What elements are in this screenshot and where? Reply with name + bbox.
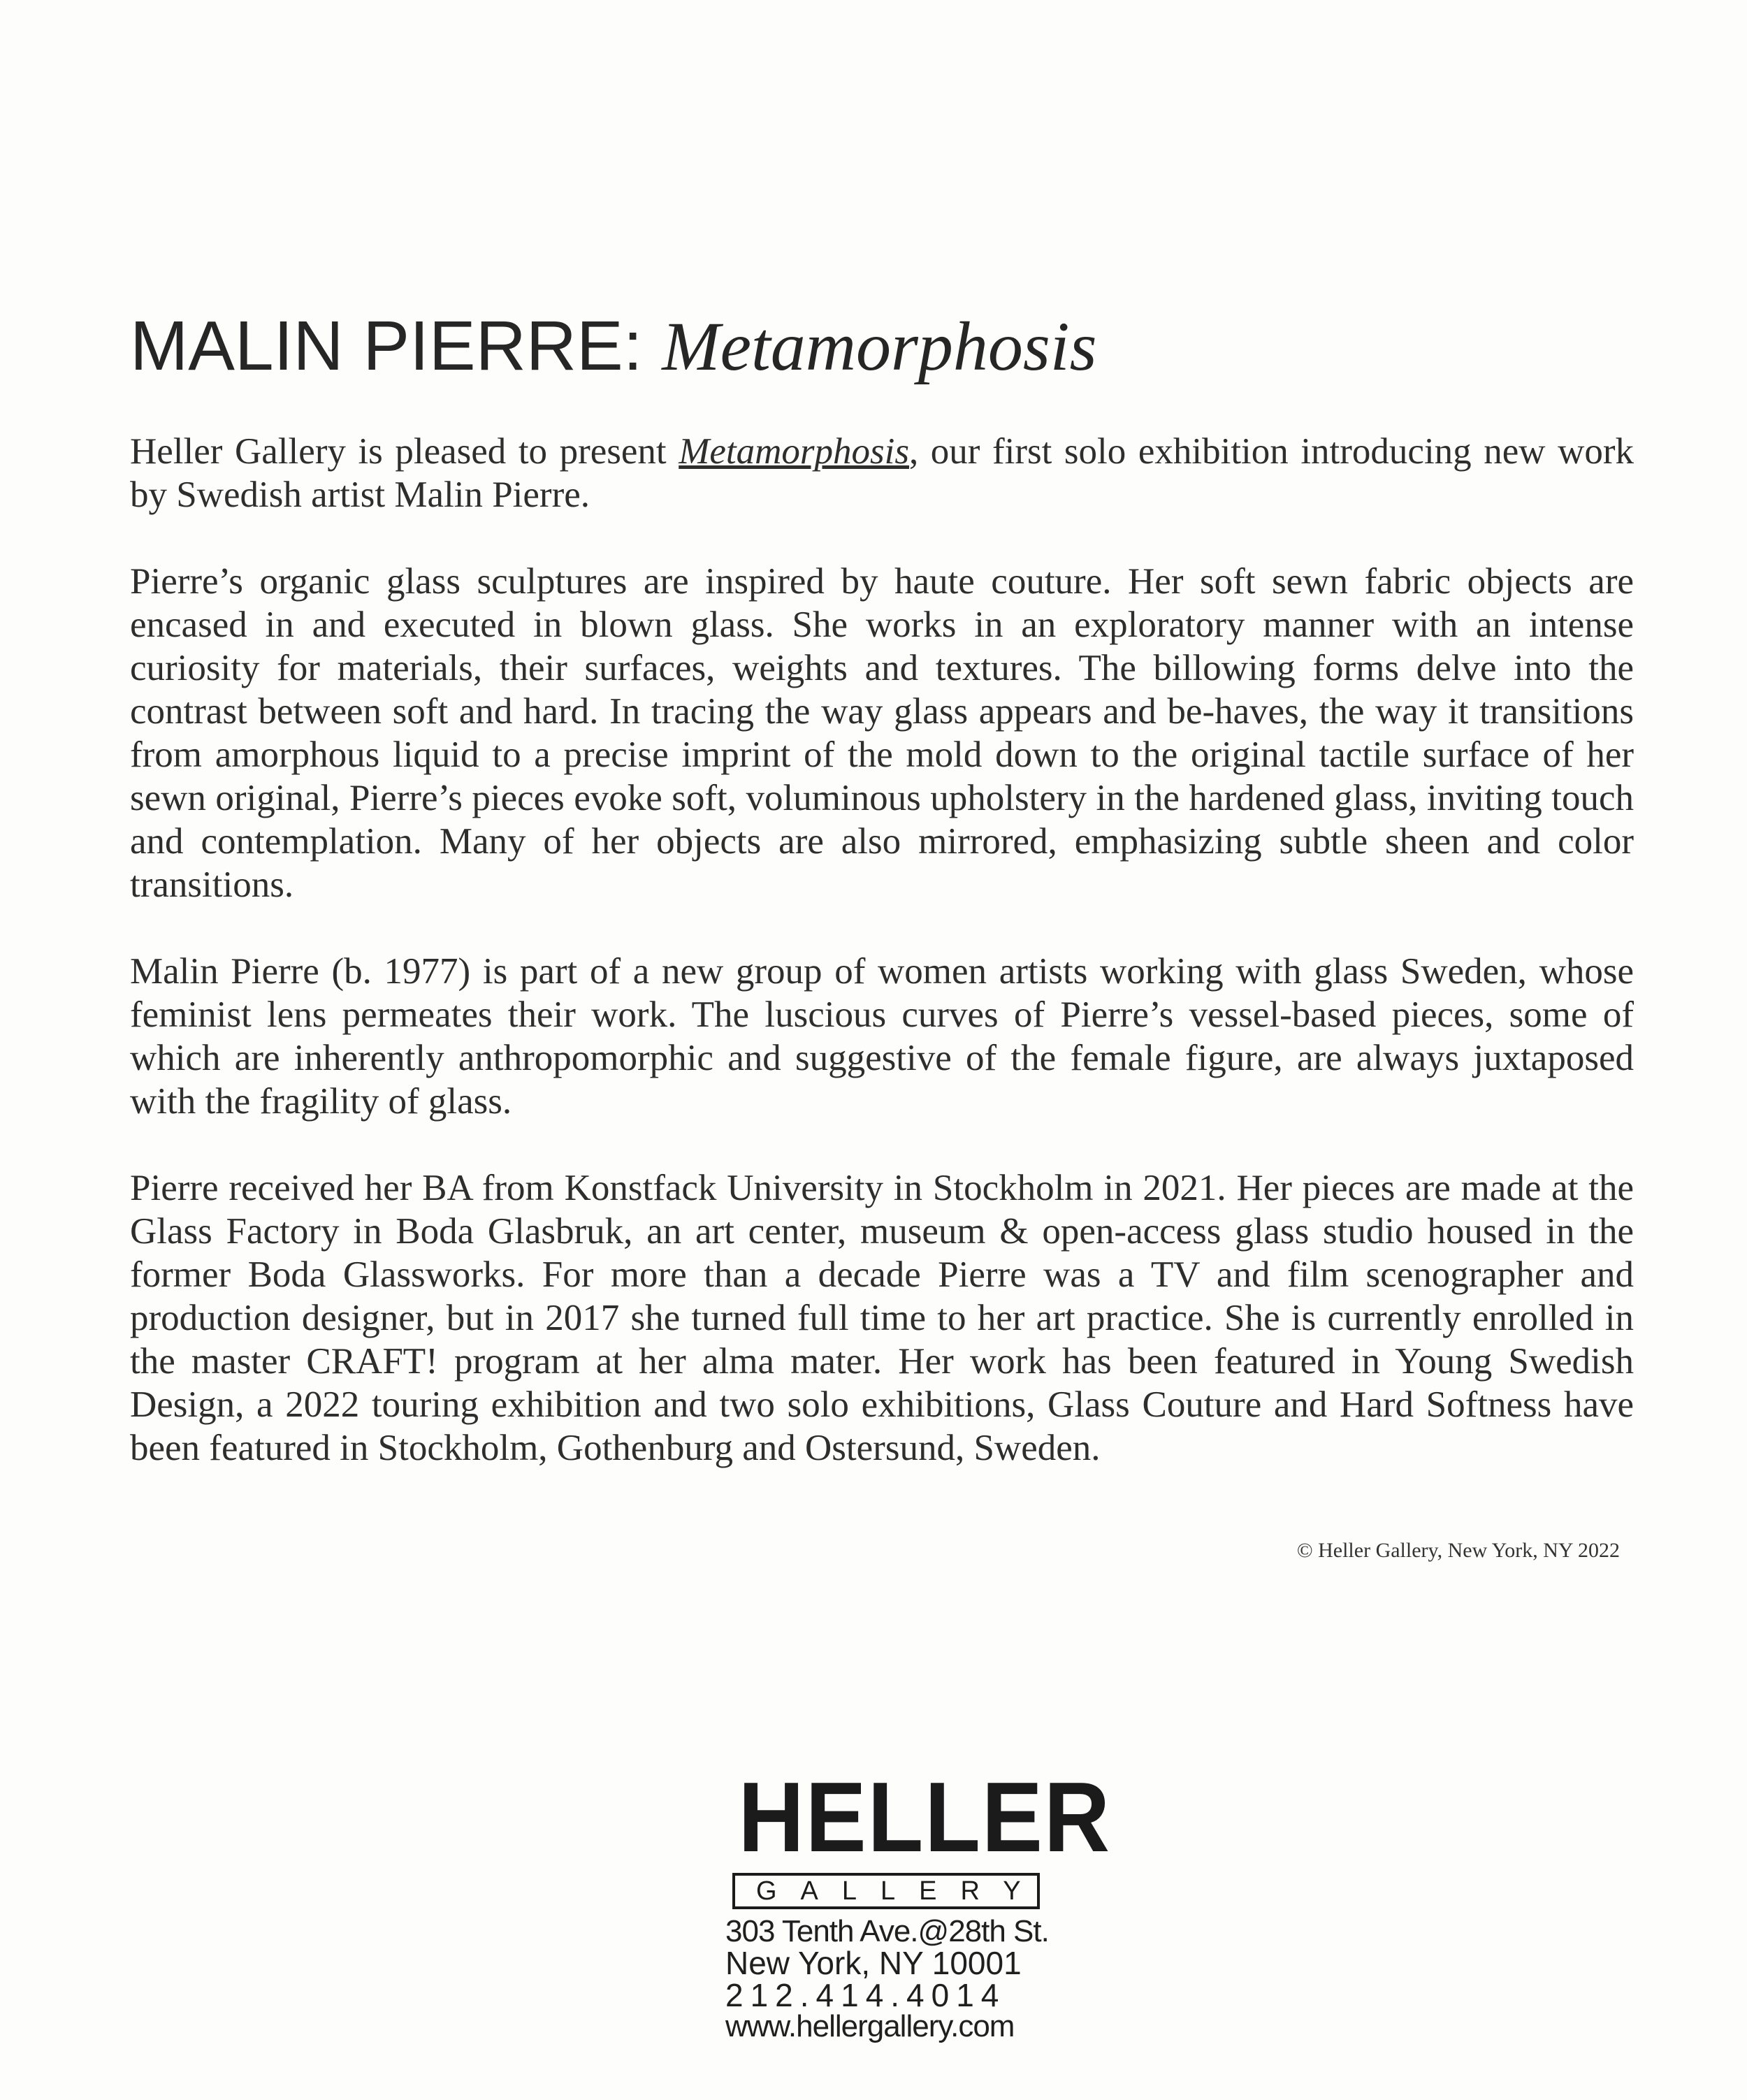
press-release-body xyxy=(130,430,1634,1513)
gallery-logo xyxy=(725,1762,1111,2043)
logo-subtitle-box: GALLERY xyxy=(732,1873,1040,1909)
logo-wordmark: HELLER xyxy=(738,1762,1111,1873)
intro-text-start: Heller Gallery is pleased to present xyxy=(130,431,679,472)
intro-text-end: , our first solo exhibition introducing new work by Swedish artist Malin Pierre. xyxy=(130,431,1634,515)
page-title xyxy=(130,304,1097,389)
website-link[interactable]: www.hellergallery.com xyxy=(725,2009,1015,2043)
paragraph-biography: Pierre received her BA from Konstfack University in Stockholm in 2021. Her pieces are made at the Glass Factory in Boda Glasbruk, an art center, museum & open-access glass studio housed in the former Boda Glassworks. For more than a decade Pierre was a TV and film scenographer and production designer, but in 2017 she turned full time to her art practice. She is currently enrolled in the master CRAFT! program at her alma mater. Her work has been featured in Young Swedish Design, a 2022 touring exhibition and two solo exhibitions, Glass Couture and Hard Softness have been featured in Stockholm, Gothenburg and Ostersund, Sweden. xyxy=(130,1168,1634,1468)
exhibition-title-link[interactable]: Metamorphosis xyxy=(679,431,909,472)
title-artist: MALIN PIERRE: xyxy=(130,307,662,385)
paragraph-artist-context: Malin Pierre (b. 1977) is part of a new group of women artists working with glass Sweden, whose feminist lens permeates their work. The luscious curves of Pierre’s vessel-based pieces, some of which are inherently anthropomorphic and suggestive of the female figure, are always juxtaposed with the fragility of glass. xyxy=(130,951,1634,1122)
title-exhibition: Metamorphosis xyxy=(662,307,1097,385)
address-city: New York, NY 10001 xyxy=(725,1945,1022,1981)
paragraph-artwork: Pierre’s organic glass sculptures are inspired by haute couture. Her soft sewn fabric objects are encased in and executed in blown glass. She works in an exploratory manner with an intense curiosity for materials, their surfaces, weights and textures. The billowing forms delve into the contrast between soft and hard. In tracing the way glass appears and be-haves, the way it transitions from amorphous liquid to a precise imprint of the mold down to the original tactile surface of her sewn original, Pierre’s pieces evoke soft, voluminous upholstery in the hardened glass, inviting touch and contemplation. Many of her objects are also mirrored, emphasizing subtle sheen and color transitions. xyxy=(130,561,1634,905)
address-street: 303 Tenth Ave.@28th St. xyxy=(725,1914,1049,1948)
phone-number: 212.414.4014 xyxy=(725,1977,1006,2013)
copyright-notice: © Heller Gallery, New York, NY 2022 xyxy=(1296,1539,1620,1562)
intro-paragraph xyxy=(130,430,1634,516)
